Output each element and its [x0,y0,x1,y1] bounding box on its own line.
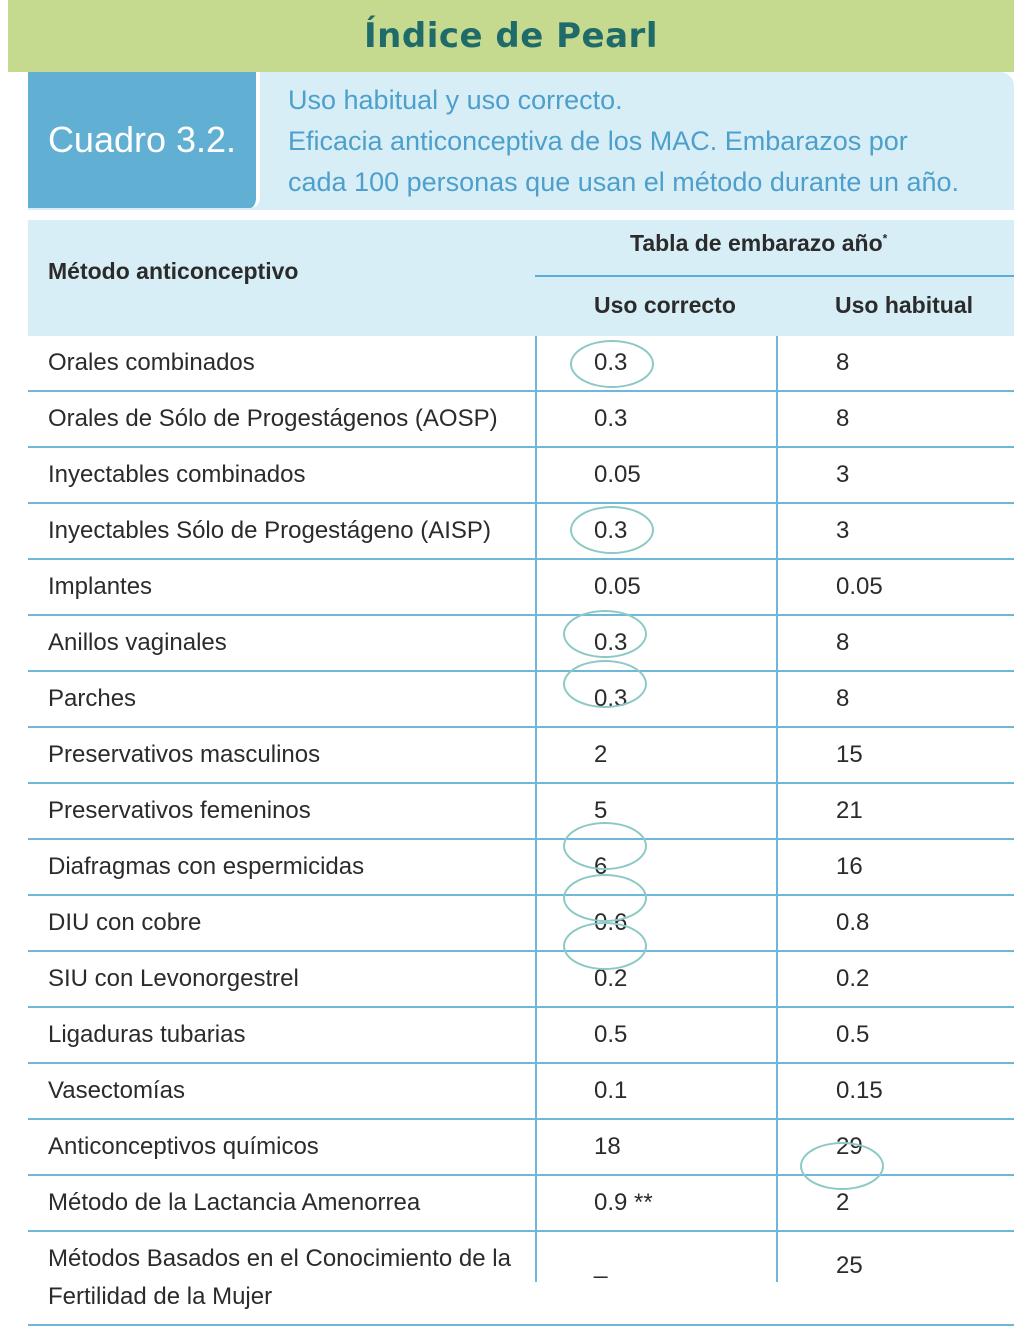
caption-line: Uso habitual y uso correcto. [288,85,623,115]
row-correct: 0.05 [594,573,641,600]
row-habitual: 0.8 [836,909,870,936]
row-habitual: 8 [836,349,850,376]
annotation-circle [563,822,647,870]
row-method: Anillos vaginales [48,629,227,656]
row-habitual: 0.5 [836,1021,870,1048]
row-method: Métodos Basados en el Conocimiento de la Fertilidad de la Mujer [48,1245,511,1310]
row-method: Preservativos femeninos [48,797,311,824]
row-correct: 0.2 [594,965,628,992]
column-divider [535,336,537,1282]
row-correct: 0.3 [594,629,628,656]
annotation-circle [570,506,654,554]
table-row [28,1008,1014,1064]
table-row [28,784,1014,840]
row-habitual: 2 [836,1189,850,1216]
table-row [28,448,1014,504]
row-method: Inyectables Sólo de Progestágeno (AISP) [48,517,491,544]
cuadro-label-text: Cuadro 3.2. [47,119,237,160]
cuadro-label [28,72,260,208]
row-correct: 0.5 [594,1021,628,1048]
annotation-circle [570,340,654,388]
row-habitual: 8 [836,685,850,712]
page-title: Índice de Pearl [364,16,658,56]
row-correct: 0.1 [594,1077,628,1104]
row-habitual: 15 [836,741,863,768]
row-correct: 2 [594,741,608,768]
header-group [630,230,887,257]
row-habitual: 8 [836,629,850,656]
annotation-circle [563,874,647,922]
table-row [28,728,1014,784]
row-correct: 0.3 [594,685,628,712]
row-habitual: 21 [836,797,863,824]
row-method: Preservativos masculinos [48,741,321,768]
table-row [28,560,1014,616]
table-row [28,392,1014,448]
row-method: DIU con cobre [48,909,202,936]
row-method: Anticonceptivos químicos [48,1133,319,1160]
table-row [28,1232,1014,1326]
table-row [28,840,1014,896]
row-correct: _ [594,1252,608,1279]
header-group-label: Tabla de embarazo año [630,230,883,256]
caption-line: Eficacia anticonceptiva de los MAC. Embarazos por [288,126,908,156]
table-row [28,336,1014,392]
row-habitual: 29 [836,1133,863,1160]
row-correct: 5 [594,797,608,824]
header-method: Método anticonceptivo [48,258,299,284]
row-habitual: 8 [836,405,850,432]
header-habitual: Uso habitual [835,292,974,318]
row-method: Método de la Lactancia Amenorrea [48,1189,421,1216]
row-method: Ligaduras tubarias [48,1021,246,1048]
table-row [28,1064,1014,1120]
header-correct: Uso correcto [594,292,736,318]
table-row [28,504,1014,560]
row-method: Orales de Sólo de Progestágenos (AOSP) [48,405,498,432]
row-habitual: 3 [836,517,850,544]
row-correct: 6 [594,853,608,880]
row-method: Orales combinados [48,349,255,376]
annotation-circle [563,660,647,708]
caption-text [288,80,1008,203]
row-method: Diafragmas con espermicidas [48,853,365,880]
row-correct: 0.3 [594,349,628,376]
row-correct: 0.6 [594,909,628,936]
row-habitual: 3 [836,461,850,488]
row-correct: 0.9 ** [594,1189,653,1216]
annotation-circle [563,610,647,658]
row-correct: 0.3 [594,405,628,432]
row-habitual: 25 [836,1252,863,1279]
row-habitual: 0.15 [836,1077,883,1104]
row-habitual: 0.2 [836,965,870,992]
row-method: Vasectomías [48,1077,185,1104]
header-divider [535,275,1014,277]
row-method: Inyectables combinados [48,461,306,488]
annotation-circle [563,922,647,970]
row-correct: 18 [594,1133,621,1160]
row-method: Parches [48,685,137,712]
table-row [28,616,1014,672]
page-banner [8,0,1014,72]
caption-line: cada 100 personas que usan el método durante un año. [288,167,960,197]
annotation-circle [800,1142,884,1190]
table-row [28,672,1014,728]
table-row [28,952,1014,1008]
row-habitual: 0.05 [836,573,883,600]
row-method: Implantes [48,573,153,600]
row-correct: 0.05 [594,461,641,488]
row-correct: 0.3 [594,517,628,544]
table-row [28,896,1014,952]
header-group-mark: * [882,231,888,246]
row-habitual: 16 [836,853,863,880]
column-divider [776,336,778,1282]
row-method: SIU con Levonorgestrel [48,965,299,992]
